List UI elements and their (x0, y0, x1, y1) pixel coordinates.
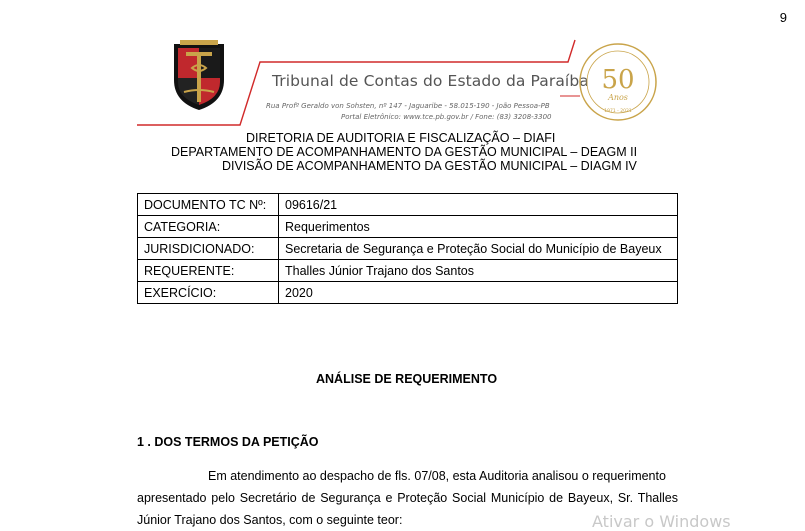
table-label: REQUERENTE: (138, 260, 279, 282)
table-row (138, 238, 678, 260)
org-name: Tribunal de Contas do Estado da Paraíba (272, 72, 589, 90)
table-label: DOCUMENTO TC Nº: (138, 194, 279, 216)
page-number: 9 (779, 10, 787, 25)
header-divider-line (0, 0, 805, 130)
document-info-table (137, 193, 678, 304)
department-line-1: DIRETORIA DE AUDITORIA E FISCALIZAÇÃO – DIAFI (246, 131, 556, 145)
paragraph-line-2: apresentado pelo Secretário de Segurança e Proteção Social Município de Bayeux, Sr. Thalles (137, 491, 678, 505)
table-value: Secretaria de Segurança e Proteção Social do Município de Bayeux (279, 238, 678, 260)
table-row (138, 260, 678, 282)
department-line-2: DEPARTAMENTO DE ACOMPANHAMENTO DA GESTÃO MUNICIPAL – DEAGM II (171, 145, 638, 159)
section-title: 1 . DOS TERMOS DA PETIÇÃO (137, 435, 319, 449)
department-line-3: DIVISÃO DE ACOMPANHAMENTO DA GESTÃO MUNICIPAL – DIAGM IV (222, 159, 637, 173)
table-row (138, 282, 678, 304)
table-label: EXERCÍCIO: (138, 282, 279, 304)
table-row (138, 194, 678, 216)
fifty-years-seal-logo (574, 40, 662, 124)
paragraph-line-3: Júnior Trajano dos Santos, com o seguinte teor: (137, 513, 403, 527)
table-label: CATEGORIA: (138, 216, 279, 238)
seal-word: Anos (608, 93, 628, 102)
org-address: Rua Profº Geraldo von Sohsten, nº 147 - Jaguaribe - 58.015-190 - João Pessoa-PB (266, 102, 550, 110)
windows-activation-watermark: Ativar o Windows (592, 512, 731, 531)
org-contact: Portal Eletrônico: www.tce.pb.gov.br / Fone: (83) 3208-3300 (341, 113, 552, 121)
table-label: JURISDICIONADO: (138, 238, 279, 260)
tce-coat-of-arms-logo (170, 40, 228, 112)
table-value: Thalles Júnior Trajano dos Santos (279, 260, 678, 282)
analysis-title: ANÁLISE DE REQUERIMENTO (316, 372, 498, 386)
seal-number: 50 (601, 65, 635, 95)
paragraph-line-1: Em atendimento ao despacho de fls. 07/08, esta Auditoria analisou o requerimento (208, 469, 666, 483)
seal-years: 1971 - 2021 (604, 109, 632, 114)
table-row (138, 216, 678, 238)
table-value: Requerimentos (279, 216, 678, 238)
table-value: 09616/21 (279, 194, 678, 216)
table-value: 2020 (279, 282, 678, 304)
